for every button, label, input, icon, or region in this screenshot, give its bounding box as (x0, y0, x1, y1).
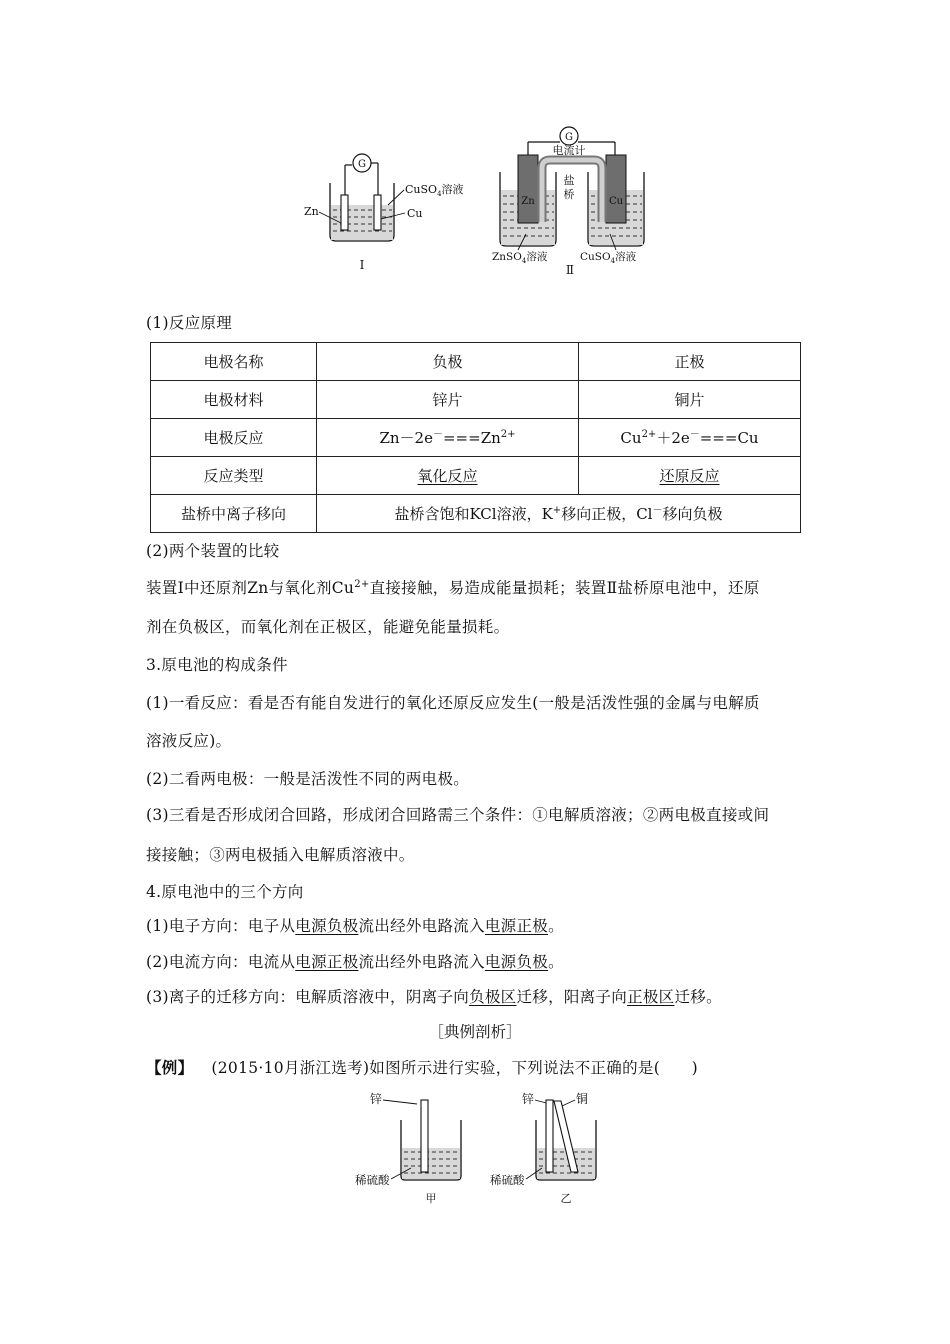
table-row: 电极名称 负极 正极 (151, 343, 801, 381)
table-row: 反应类型 氧化反应 还原反应 (151, 457, 801, 495)
paragraph: 装置Ⅰ中还原剂Zn与氧化剂$Cu^{2+}$直接接触，易造成能量损耗；装置Ⅱ盐桥原电池中，还原 (146, 578, 760, 597)
svg-text:Ⅱ: Ⅱ (565, 263, 575, 277)
svg-text:Zn: Zn (521, 196, 535, 207)
cathode-equation: $Cu^{2+}+2e^-===Cu$ (579, 419, 801, 457)
svg-text:甲: 甲 (425, 1192, 437, 1205)
svg-text:稀硫酸: 稀硫酸 (490, 1173, 525, 1187)
paragraph: 溶液反应)。 (146, 732, 232, 750)
anode-equation: $Zn-2e^-===Zn^{2+}$ (317, 419, 579, 457)
svg-text:锌: 锌 (370, 1092, 383, 1106)
svg-text:铜: 铜 (576, 1092, 589, 1106)
heading-4: 4.原电池中的三个方向 (146, 883, 304, 901)
experiment-figure-jia (355, 1088, 475, 1206)
svg-text:电流计: 电流计 (552, 144, 586, 157)
table-row: 电极材料 锌片 铜片 (151, 381, 801, 419)
table-row: 电极反应 $Zn-2e^-===Zn^{2+}$ $Cu^{2+}+2e^-===Cu$ (151, 419, 801, 457)
heading-3: 3.原电池的构成条件 (146, 656, 288, 674)
experiment-figure-yi (490, 1088, 610, 1206)
svg-text:G: G (565, 132, 573, 143)
svg-text:桥: 桥 (563, 188, 575, 201)
paragraph: 接接触；③两电极插入电解质溶液中。 (146, 846, 415, 864)
svg-text:G: G (358, 159, 366, 170)
svg-text:锌: 锌 (522, 1092, 535, 1106)
salt-bridge-cell-figure-2 (490, 122, 660, 278)
galvanic-cell-figure-1 (300, 145, 480, 275)
section-2-title: (2)两个装置的比较 (146, 542, 280, 560)
paragraph: (1)电子方向：电子从电源负极流出经外电路流入电源正极。 (146, 917, 564, 935)
example-heading: ［典例剖析］ (428, 1023, 522, 1041)
svg-text:乙: 乙 (560, 1192, 572, 1205)
svg-text:盐: 盐 (563, 174, 575, 187)
svg-text:Zn: Zn (304, 205, 319, 218)
svg-text:稀硫酸: 稀硫酸 (355, 1173, 390, 1187)
paragraph: 剂在负极区，而氧化剂在正极区，能避免能量损耗。 (146, 618, 510, 636)
svg-text:Cu: Cu (407, 207, 423, 220)
paragraph: (2)二看两电极：一般是活泼性不同的两电极。 (146, 770, 470, 788)
reaction-principle-table (150, 342, 801, 533)
table-row: 盐桥中离子移向 盐桥含饱和KCl溶液，K+移向正极，Cl－移向负极 (151, 495, 801, 533)
paragraph: (2)电流方向：电流从电源正极流出经外电路流入电源负极。 (146, 953, 564, 971)
example-question: 【例】 (2015·10月浙江选考)如图所示进行实验，下列说法不正确的是( ) (146, 1058, 698, 1077)
svg-text:CuSO4溶液: CuSO$_4$溶液 (405, 183, 464, 198)
svg-text:Cu: Cu (608, 196, 624, 207)
paragraph: (3)三看是否形成闭合回路，形成闭合回路需三个条件：①电解质溶液；②两电极直接或间 (146, 806, 770, 824)
svg-text:CuSO4溶液: CuSO$_4$溶液 (580, 251, 637, 265)
paragraph: (1)一看反应：看是否有能自发进行的氧化还原反应发生(一般是活泼性强的金属与电解质 (146, 694, 760, 712)
svg-text:ZnSO4溶液: ZnSO$_4$溶液 (492, 251, 548, 265)
svg-text:Ⅰ: Ⅰ (359, 258, 365, 272)
section-1-title: (1)反应原理 (146, 314, 233, 332)
paragraph: (3)离子的迁移方向：电解质溶液中，阴离子向负极区迁移，阳离子向正极区迁移。 (146, 988, 722, 1006)
